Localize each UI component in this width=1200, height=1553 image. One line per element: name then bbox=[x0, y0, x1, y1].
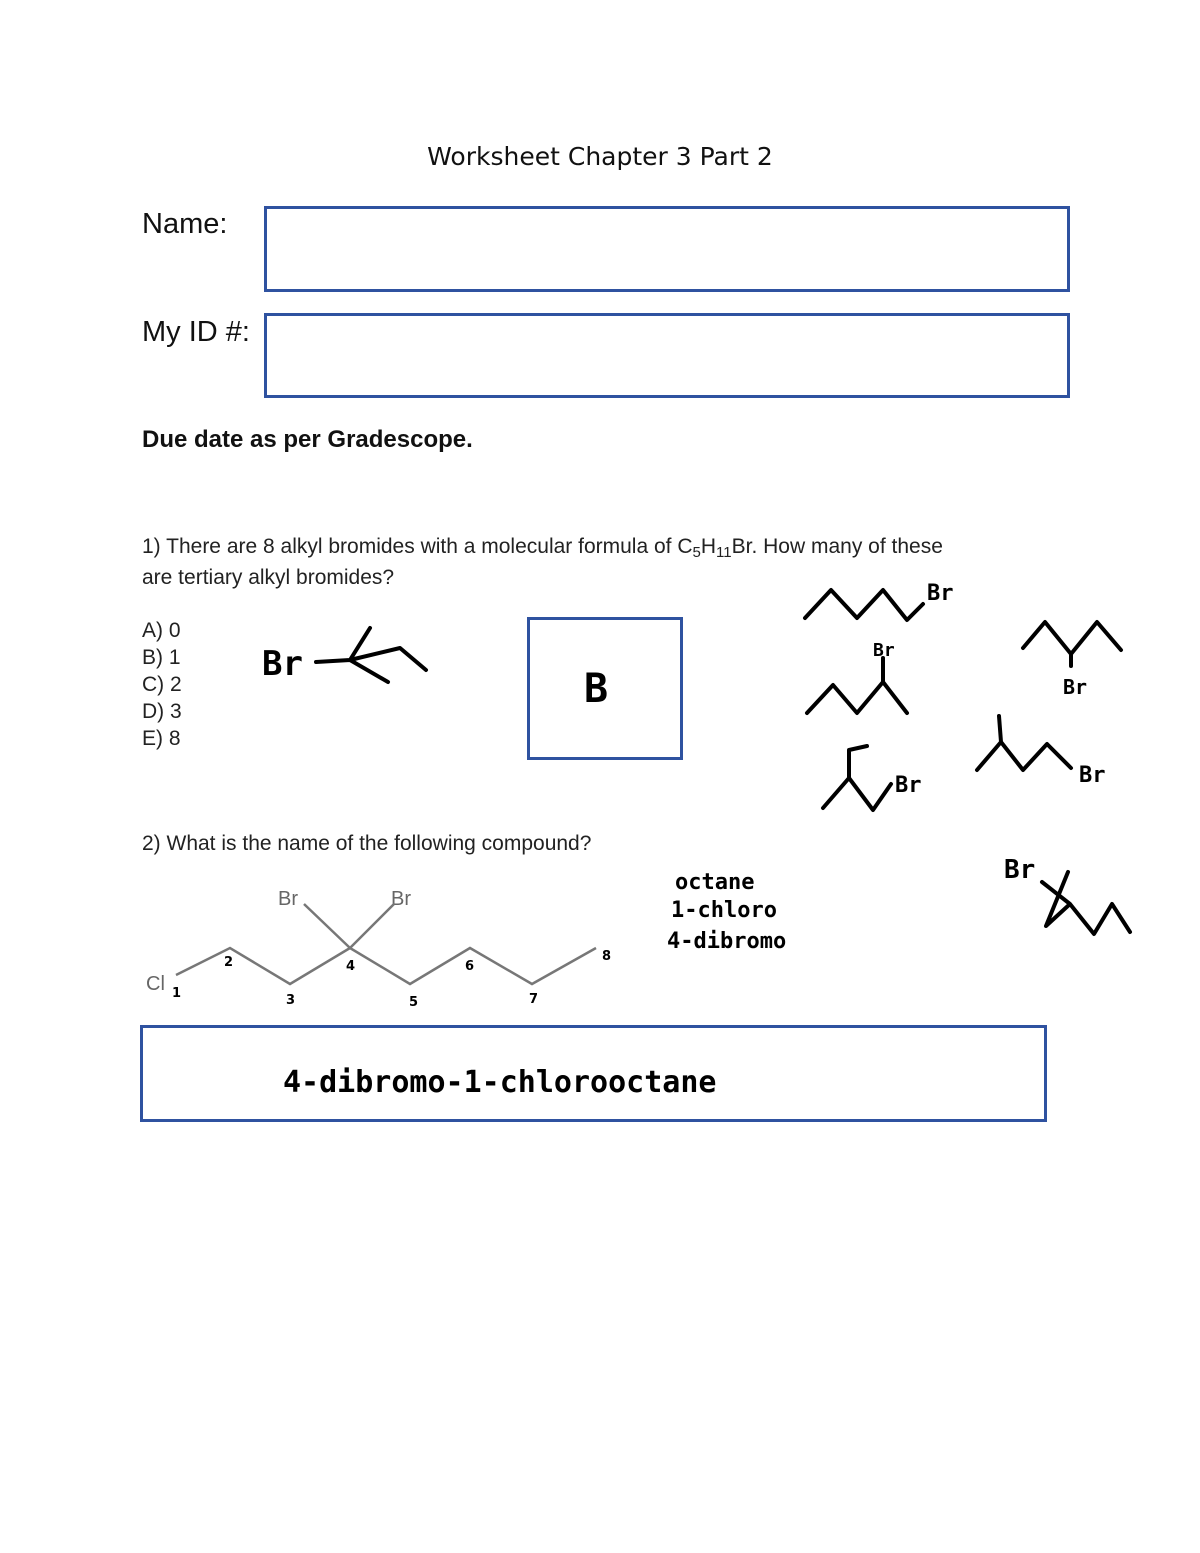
svg-text:8: 8 bbox=[602, 949, 612, 964]
svg-text:Br: Br bbox=[1079, 763, 1106, 788]
option-a[interactable]: A) 0 bbox=[142, 619, 181, 642]
id-label: My ID #: bbox=[142, 316, 250, 348]
svg-text:Br: Br bbox=[873, 640, 895, 661]
svg-text:2: 2 bbox=[224, 955, 234, 970]
isomer-sketches bbox=[795, 570, 1140, 815]
handwritten-notes bbox=[665, 862, 835, 957]
svg-text:7: 7 bbox=[529, 992, 539, 1007]
svg-text:Br: Br bbox=[1063, 675, 1088, 699]
svg-text:5: 5 bbox=[409, 995, 419, 1010]
id-field[interactable] bbox=[264, 313, 1070, 398]
svg-text:6: 6 bbox=[465, 959, 475, 974]
svg-text:B: B bbox=[584, 666, 609, 712]
question-1-text: 1) There are 8 alkyl bromides with a molecular formula of $C_5H_{11}Br$. How many of these are tertiary alkyl bromides? bbox=[142, 535, 943, 589]
svg-text:4-dibromo-1-chlorooctane: 4-dibromo-1-chlorooctane bbox=[283, 1065, 717, 1100]
svg-text:Br: Br bbox=[1004, 855, 1036, 885]
question-1-answer-box[interactable] bbox=[527, 617, 683, 760]
name-field[interactable] bbox=[264, 206, 1070, 292]
option-b[interactable]: B) 1 bbox=[142, 646, 181, 669]
option-e[interactable]: E) 8 bbox=[142, 727, 181, 750]
svg-text:1: 1 bbox=[172, 986, 182, 1001]
svg-text:4: 4 bbox=[346, 959, 356, 974]
name-label: Name: bbox=[142, 208, 228, 240]
svg-text:Br: Br bbox=[262, 644, 303, 684]
svg-text:octane: octane bbox=[675, 870, 755, 895]
svg-text:3: 3 bbox=[286, 993, 296, 1008]
br-atom-1: Br bbox=[278, 888, 298, 910]
svg-text:4-dibromo: 4-dibromo bbox=[667, 929, 787, 954]
answer-b-handwriting bbox=[530, 620, 680, 757]
option-d[interactable]: D) 3 bbox=[142, 700, 182, 723]
option-c[interactable]: C) 2 bbox=[142, 673, 182, 696]
svg-text:Br: Br bbox=[895, 773, 922, 798]
due-date-note: Due date as per Gradescope. bbox=[142, 426, 473, 453]
tertiary-bromide-sketch bbox=[258, 620, 438, 690]
compound-structure bbox=[140, 880, 630, 1010]
question-1-options bbox=[142, 617, 182, 752]
cl-atom: Cl bbox=[146, 973, 165, 995]
answer-handwriting bbox=[143, 1028, 1043, 1118]
svg-text:Br: Br bbox=[927, 581, 954, 606]
svg-text:1-chloro: 1-chloro bbox=[671, 898, 777, 923]
page-title: Worksheet Chapter 3 Part 2 bbox=[427, 142, 773, 171]
dibromo-sketch bbox=[1000, 848, 1140, 940]
br-atom-2: Br bbox=[391, 888, 411, 910]
question-2-text: 2) What is the name of the following compound? bbox=[142, 832, 592, 855]
question-2-answer-box[interactable] bbox=[140, 1025, 1047, 1122]
